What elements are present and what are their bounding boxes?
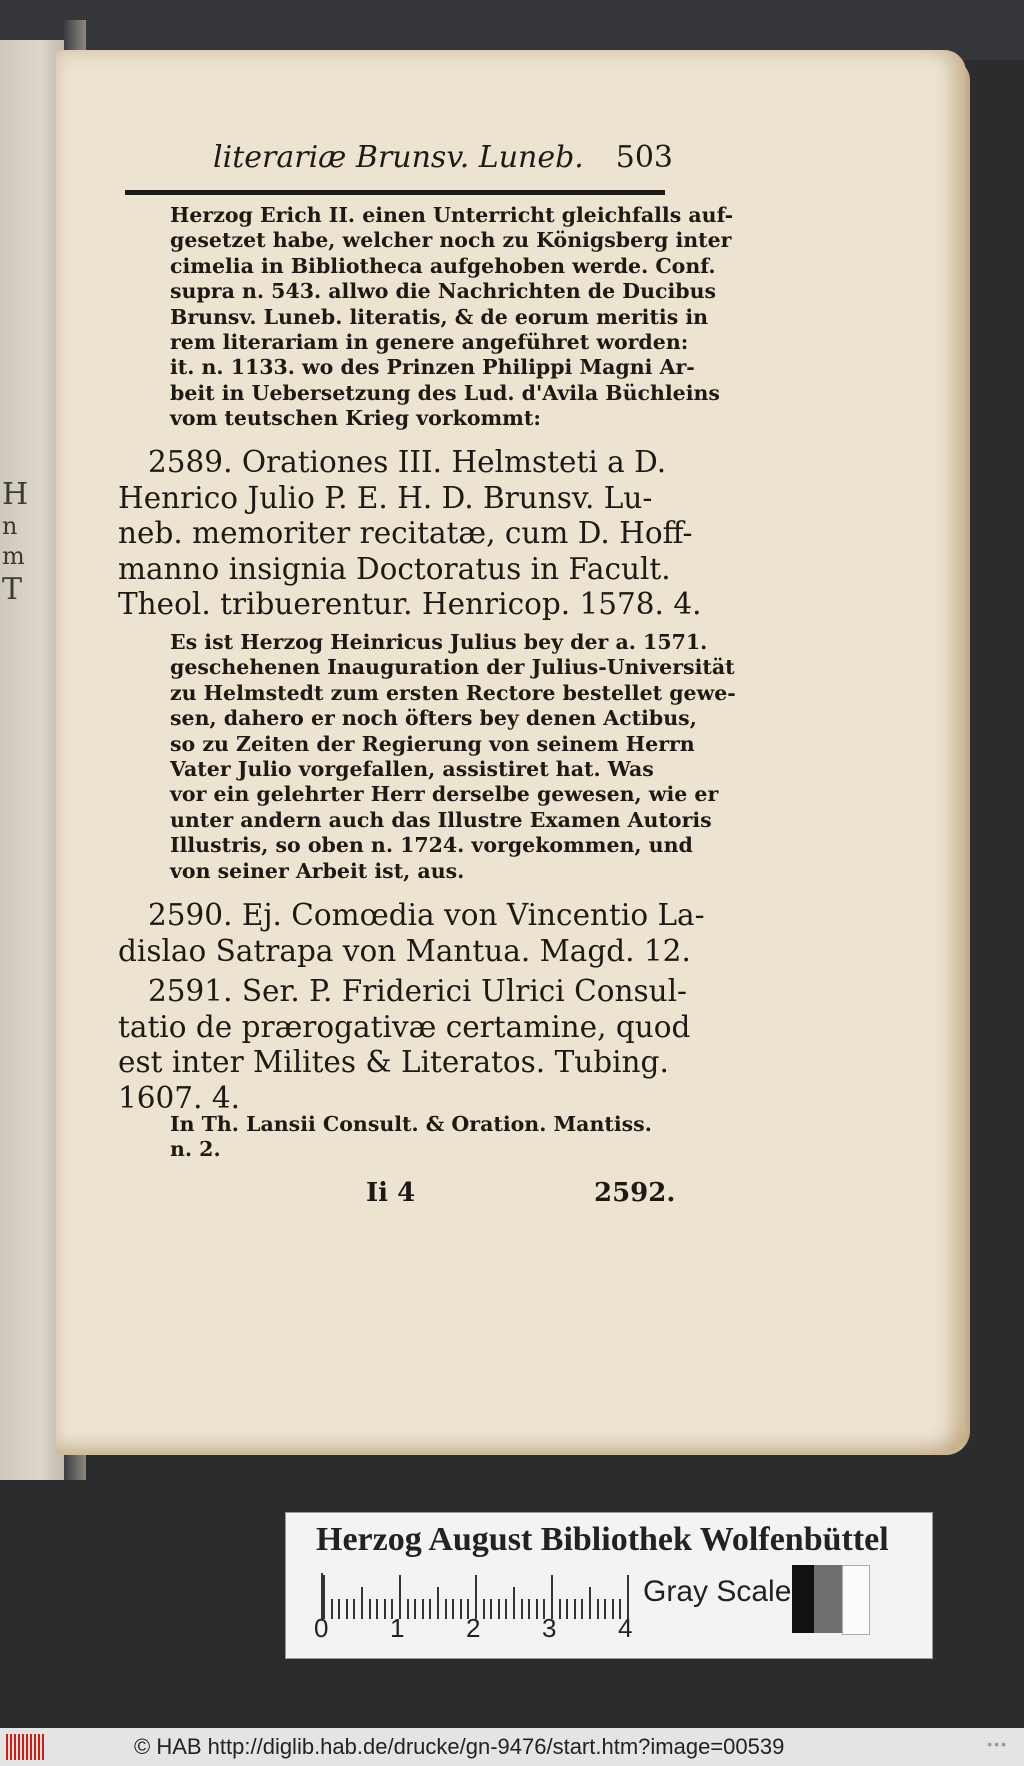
text-line: dislao Satrapa von Mantua. Magd. 12. [118, 933, 691, 968]
ruler-tick [612, 1599, 614, 1619]
ruler-tick [452, 1599, 454, 1619]
entry-2589 [118, 445, 702, 623]
scale-number: 3 [542, 1613, 557, 1643]
ruler-tick [353, 1599, 355, 1619]
library-color-target [285, 1512, 933, 1659]
ruler-tick [513, 1587, 515, 1619]
text-line: unter andern auch das Illustre Examen Autoris [170, 807, 712, 832]
ruler-tick [437, 1587, 439, 1619]
text-line: 2589. Orationes III. Helmsteti a D. [148, 445, 667, 479]
ruler-tick [536, 1599, 538, 1619]
text-line: Illustris, so oben n. 1724. vorgekommen, und [170, 833, 693, 858]
text-line: zu Helmstedt zum ersten Rectore bestellet gewe- [170, 680, 736, 705]
ruler-tick [505, 1599, 507, 1619]
ruler-tick [338, 1599, 340, 1619]
text-line: sen, dahero er noch öfters bey denen Actibus, [170, 706, 697, 731]
ruler-tick [331, 1599, 333, 1619]
note-paragraph [170, 1112, 670, 1163]
text-line: est inter Milites & Literatos. Tubing. [118, 1045, 669, 1079]
ruler-tick [574, 1599, 576, 1619]
ruler-tick [589, 1587, 591, 1619]
source-url[interactable]: © HAB http://diglib.hab.de/drucke/gn-9476/start.htm?image=00539 [134, 1734, 785, 1759]
text-line: manno insignia Doctoratus in Facult. [118, 551, 671, 586]
ruler-tick [429, 1599, 431, 1619]
note-paragraph [170, 630, 736, 884]
text-line: gesetzet habe, welcher noch zu Königsberg inter [170, 228, 732, 253]
text-line: Es ist Herzog Heinricus Julius bey der a. 1571. [170, 630, 708, 654]
scale-number: 2 [466, 1613, 481, 1643]
ruler-tick [521, 1599, 523, 1619]
text-line: it. n. 1133. wo des Prinzen Philippi Magni Ar- [170, 355, 695, 380]
more-icon[interactable]: ••• [987, 1736, 1008, 1752]
header-rule [125, 190, 665, 195]
ruler-tick [581, 1599, 583, 1619]
text-line: rem literariam in genere angeführet worden: [170, 330, 689, 355]
text-line: vor ein gelehrter Herr derselbe gewesen, wie er [170, 782, 719, 807]
hab-logo-icon [6, 1734, 44, 1760]
ruler-tick [559, 1599, 561, 1619]
text-line: n. 2. [170, 1137, 221, 1162]
ruler-tick [483, 1599, 485, 1619]
scale-number: 0 [314, 1613, 329, 1643]
running-header [213, 140, 673, 186]
gray-patch-mid [814, 1565, 842, 1633]
text-line: In Th. Lansii Consult. & Oration. Mantiss. [170, 1112, 652, 1136]
gray-patch-white [842, 1565, 870, 1635]
text-line: Henrico Julio P. E. H. D. Brunsv. Lu- [118, 480, 653, 515]
text-line: von seiner Arbeit ist, aus. [170, 858, 465, 883]
ruler-tick [445, 1599, 447, 1619]
ruler-tick [346, 1599, 348, 1619]
ruler-tick [490, 1599, 492, 1619]
ruler-tick [422, 1599, 424, 1619]
text-line: Herzog Erich II. einen Unterricht gleichfalls auf- [170, 203, 734, 227]
scale-number: 4 [618, 1613, 633, 1643]
ruler-tick [369, 1599, 371, 1619]
text-line: 2590. Ej. Comœdia von Vincentio La- [148, 898, 705, 932]
entry-2591 [118, 974, 691, 1116]
ruler-tick [498, 1599, 500, 1619]
ruler-tick [407, 1599, 409, 1619]
ruler-tick [460, 1599, 462, 1619]
text-line: 1607. 4. [118, 1080, 240, 1115]
text-line: beit in Uebersetzung des Lud. d'Avila Büchleins [170, 380, 720, 405]
ruler-tick [528, 1599, 530, 1619]
ruler-tick [597, 1599, 599, 1619]
text-line: Vater Julio vorgefallen, assistiret hat. Was [170, 757, 654, 782]
text-line: vom teutschen Krieg vorkommt: [170, 406, 541, 431]
status-bar [0, 1728, 1024, 1766]
text-line: cimelia in Bibliotheca aufgehoben werde. Conf. [170, 253, 716, 278]
library-name: Herzog August Bibliothek Wolfenbüttel [316, 1521, 889, 1558]
ruler-tick [376, 1599, 378, 1619]
edge-letter: H [2, 477, 29, 512]
text-line: neb. memoriter recitatæ, cum D. Hoff- [118, 516, 693, 550]
text-line: so zu Zeiten der Regierung von seinem Herrn [170, 731, 695, 756]
ruler-tick [604, 1599, 606, 1619]
page-number: 503 [615, 140, 673, 175]
text-line: Brunsv. Luneb. literatis, & de eorum meritis in [170, 304, 709, 329]
text-line: supra n. 543. allwo die Nachrichten de Ducibus [170, 279, 717, 304]
note-paragraph [170, 203, 734, 432]
text-line: geschehenen Inauguration der Julius-Universität [170, 655, 735, 680]
ruler-tick [566, 1599, 568, 1619]
text-line: 2591. Ser. P. Friderici Ulrici Consul- [148, 974, 687, 1008]
text-line: tatio de prærogativæ certamine, quod [118, 1009, 691, 1044]
signature-mark: Ii 4 [366, 1178, 416, 1208]
entry-2590 [118, 898, 705, 969]
edge-letter: m [2, 542, 25, 570]
ruler-tick [384, 1599, 386, 1619]
scale-number: 1 [390, 1613, 405, 1643]
edge-letter: T [2, 572, 23, 607]
catchword: 2592. [594, 1178, 676, 1208]
running-title: literariæ Brunsv. Luneb. [213, 140, 584, 175]
ruler-tick [414, 1599, 416, 1619]
text-line: Theol. tribuerentur. Henricop. 1578. 4. [118, 587, 702, 621]
gray-patch-black [792, 1565, 814, 1633]
ruler-tick [361, 1587, 363, 1619]
edge-letter: n [2, 512, 18, 540]
gray-scale-label: Gray Scale [643, 1575, 792, 1608]
